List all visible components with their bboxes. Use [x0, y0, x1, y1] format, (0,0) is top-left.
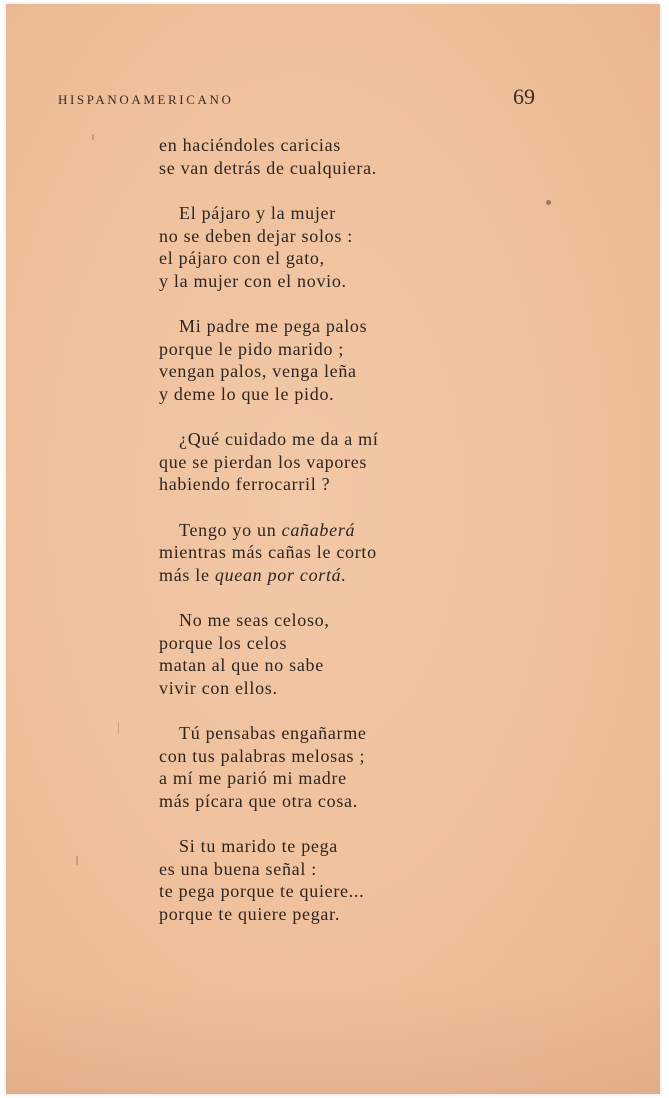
verse-line [159, 519, 559, 542]
page-number: 69 [513, 84, 535, 109]
verse-line [159, 632, 559, 655]
verse-line [159, 225, 559, 248]
verse-line [159, 745, 559, 768]
verse-line [159, 315, 559, 338]
verse-line [159, 858, 559, 881]
verse-text: porque le pido marido ; [159, 338, 345, 359]
verse-line [159, 880, 559, 903]
verse-line [159, 609, 559, 632]
verse-text: y deme lo que le pido. [159, 383, 335, 404]
italic-text: quean por cortá. [214, 564, 347, 585]
verse-text: más le [159, 564, 215, 585]
verse-text: no se deben dejar solos : [159, 225, 353, 246]
stanza [159, 609, 559, 699]
verse-line [159, 541, 559, 564]
poem-body [159, 134, 559, 948]
verse-text: matan al que no sabe [159, 655, 324, 675]
verse-line [159, 270, 559, 293]
verse-text: te pega porque te quiere... [159, 881, 365, 901]
verse-text: vivir con ellos. [159, 677, 278, 698]
verse-text: que se pierdan los vapores [159, 451, 368, 472]
verse-text: Tú pensabas engañarme [179, 723, 367, 743]
verse-text: es una buena señal : [159, 858, 317, 879]
verse-line [159, 654, 559, 677]
verse-line [159, 202, 559, 225]
verse-line [159, 451, 559, 474]
verse-text: se van detrás de cualquiera. [159, 157, 378, 178]
stanza [159, 315, 559, 405]
verse-line [159, 157, 559, 180]
verse-line [159, 247, 559, 270]
verse-text: Si tu marido te pega [179, 836, 338, 856]
paper-speck [118, 722, 119, 734]
verse-line [159, 722, 559, 745]
verse-text: No me seas celoso, [179, 610, 330, 630]
stanza [159, 519, 559, 587]
running-head: HISPANOAMERICANO [58, 92, 234, 107]
verse-text: Mi padre me pega palos [179, 316, 368, 336]
verse-text: más pícara que otra cosa. [159, 790, 358, 811]
verse-text: Tengo yo un [179, 519, 282, 540]
verse-text: en haciéndoles caricias [159, 135, 342, 155]
paper-speck [92, 134, 94, 140]
verse-text: porque los celos [159, 632, 288, 653]
verse-line [159, 903, 559, 926]
paper-speck [76, 856, 78, 865]
paper-speck [546, 200, 551, 205]
verse-text: mientras más cañas le corto [159, 542, 377, 562]
verse-line [159, 564, 559, 587]
verse-text: a mí me parió mi madre [159, 768, 347, 788]
verse-line [159, 134, 559, 157]
italic-text: cañaberá [281, 519, 356, 540]
verse-line [159, 835, 559, 858]
verse-line [159, 790, 559, 813]
book-page [6, 4, 660, 1094]
verse-line [159, 428, 559, 451]
verse-text: con tus palabras melosas ; [159, 745, 366, 766]
stanza [159, 134, 559, 179]
stanza [159, 428, 559, 496]
stanza [159, 835, 559, 925]
verse-line [159, 677, 559, 700]
verse-line [159, 360, 559, 383]
verse-line [159, 383, 559, 406]
verse-text: el pájaro con el gato, [159, 248, 325, 268]
verse-line [159, 767, 559, 790]
verse-text: ¿Qué cuidado me da a mí [179, 429, 379, 449]
stanza [159, 722, 559, 812]
stanza [159, 202, 559, 292]
verse-text: habiendo ferrocarril ? [159, 474, 331, 494]
verse-text: porque te quiere pegar. [159, 903, 341, 924]
verse-line [159, 338, 559, 361]
verse-line [159, 473, 559, 496]
verse-text: El pájaro y la mujer [179, 203, 336, 223]
verse-text: vengan palos, venga leña [159, 361, 357, 381]
verse-text: y la mujer con el novio. [159, 270, 347, 291]
